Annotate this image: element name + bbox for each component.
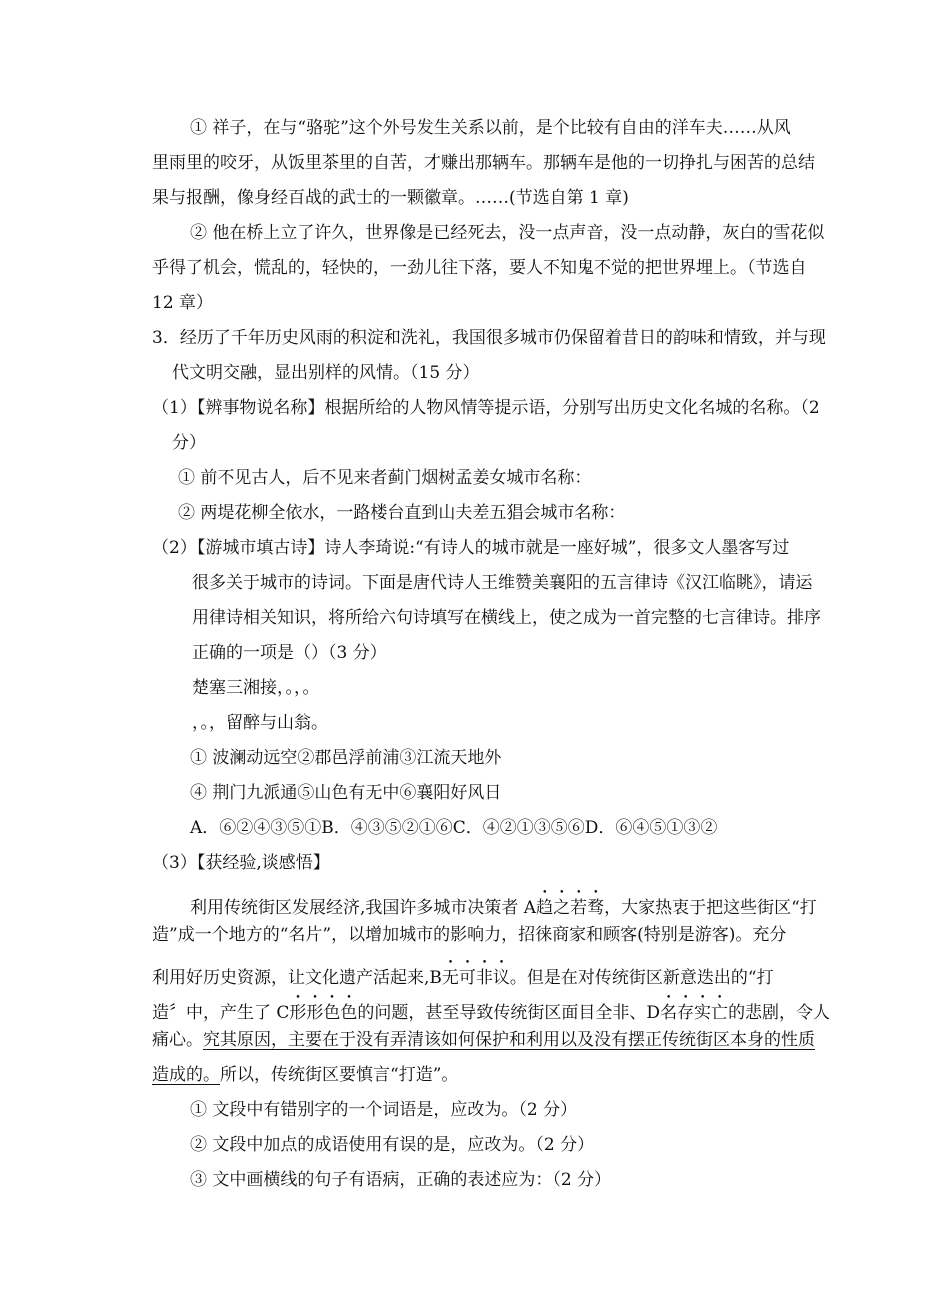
dotted-idiom-b: 无可非议 (441, 968, 510, 988)
passage-line1: 利用传统街区发展经济,我国许多城市决策者 A趋之若骛，大家热衷于把这些街区“打 (190, 898, 817, 918)
part2-line3: 用律诗相关知识，将所给六句诗填写在横线上，使之成为一首完整的七言律诗。排序 (192, 608, 821, 628)
passage-line6: 造成的。所以，传统街区要慎言“打造”。 (152, 1065, 459, 1085)
excerpt2-line2: 乎得了机会，慌乱的，轻快的，一劲儿往下落，要人不知鬼不觉的把世界埋上。（节选自 (152, 258, 807, 278)
question3-stem-line1: 3．经历了千年历史风雨的积淀和洗礼，我国很多城市仍保留着昔日的韵味和情致，并与现 (152, 328, 826, 348)
dotted-idiom-d: 名存实亡 (660, 1003, 729, 1023)
poem-line2: ，。，留醉与山翁。 (192, 713, 328, 733)
passage-line5: 痛心。究其原因，主要在于没有弄清该如何保护和利用以及没有摆正传统街区本身的性质 (152, 1030, 815, 1050)
excerpt1-line1: ① 祥子，在与“骆驼”这个外号发生关系以前，是个比较有自由的洋车夫……从风 (190, 118, 791, 138)
part2-line1: （2）【游城市填古诗】诗人李琦说:“有诗人的城市就是一座好城”，很多文人墨客写过 (152, 538, 790, 558)
passage-line3: 利用好历史资源，让文化遗产活起来,B无可非议。但是在对传统街区新意迭出的“打 (152, 968, 774, 988)
part2-line4: 正确的一项是（）（3 分） (192, 643, 387, 663)
poem-options-line2: ④ 荆门九派通⑤山色有无中⑥襄阳好风日 (190, 783, 502, 803)
excerpt1-line2: 里雨里的咬牙，从饭里茶里的自苦，才赚出那辆车。那辆车是他的一切挣扎与困苦的总结 (152, 153, 815, 173)
passage-line2: 造”成一个地方的“名片”，以增加城市的影响力，招徕商家和顾客(特别是游客)。充分 (152, 925, 787, 945)
underlined-sentence-part1: 究其原因，主要在于没有弄清该如何保护和利用以及没有摆正传统街区本身的性质 (203, 1030, 815, 1050)
part3-title: （3）【获经验,谈感悟】 (152, 853, 330, 873)
part2-line2: 很多关于城市的诗词。下面是唐代诗人王维赞美襄阳的五言律诗《汉江临眺》，请运 (192, 573, 813, 593)
underlined-sentence-part2: 造成的。 (152, 1065, 220, 1085)
part1-line1: （1）【辨事物说名称】根据所给的人物风情等提示语，分别写出历史文化名城的名称。（2 (152, 398, 820, 418)
part3-subquestion2: ② 文段中加点的成语使用有误的是，应改为。（2 分） (190, 1135, 595, 1155)
part3-subquestion1: ① 文段中有错别字的一个词语是，应改为。（2 分） (190, 1100, 578, 1120)
part3-subquestion3: ③ 文中画横线的句子有语病，正确的表述应为：（2 分） (190, 1170, 612, 1190)
dotted-idiom-a: 趋之若骛 (536, 898, 605, 918)
part1-item1: ① 前不见古人，后不见来者蓟门烟树孟姜女城市名称： (178, 468, 592, 488)
excerpt2-line3: 12 章） (152, 293, 214, 313)
dotted-idiom-c: 形形色色 (289, 1003, 358, 1023)
part1-item2: ② 两堤花柳全依水，一路楼台直到山夫差五猖会城市名称： (178, 503, 626, 523)
part1-line2: 分） (172, 433, 206, 453)
poem-options-line1: ① 波澜动远空②郡邑浮前浦③江流天地外 (190, 748, 502, 768)
passage-line4: 造〞中，产生了 C形形色色的问题，甚至导致传统街区面目全非、D名存实亡的悲剧，令人 (152, 1003, 831, 1023)
answer-choices: A．⑥②④③⑤①B．④③⑤②①⑥C．④②①③⑤⑥D．⑥④⑤①③② (190, 818, 718, 838)
excerpt2-line1: ② 他在桥上立了许久，世界像是已经死去，没一点声音，没一点动静，灰白的雪花似 (190, 223, 825, 243)
poem-line1: 楚塞三湘接，。，。 (192, 678, 320, 698)
excerpt1-line3: 果与报酬，像身经百战的武士的一颗徽章。……(节选自第 1 章) (152, 188, 629, 208)
question3-stem-line2: 代文明交融，显出别样的风情。（15 分） (172, 363, 480, 383)
